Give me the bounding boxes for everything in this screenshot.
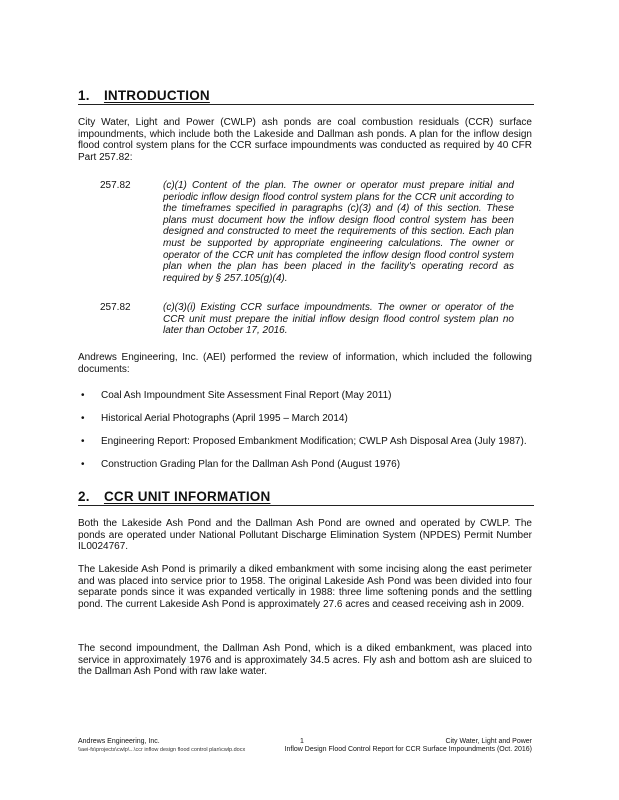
list-item-text: Engineering Report: Proposed Embankment Modification; CWLP Ash Disposal Area (July 1987).: [101, 436, 527, 448]
citation-1-code: 257.82: [100, 180, 131, 191]
footer-company: Andrews Engineering, Inc.: [78, 738, 160, 745]
intro-paragraph: City Water, Light and Power (CWLP) ash ponds are coal combustion residuals (CCR) surface impoundments, which include both the Lakeside and Dallman ash ponds. A plan for the inflow design flood control system plans for the CCR surface impoundments was conducted as required by 40 CFR Part 257.82:: [78, 117, 532, 163]
list-item: [78, 436, 532, 448]
list-item: [78, 459, 532, 471]
citation-1-text: (c)(1) Content of the plan. The owner or operator must prepare initial and periodic inflow design flood control system plans for the CCR unit according to the timeframes specified in paragraphs (c)(3) and (4) of this section. These plans must document how the inflow design flood control system has been designed and constructed to meet the requirements of this section. Each plan must be supported by appropriate engineering calculations. The owner or operator of the CCR unit has completed the inflow design flood control system plan when the plan has been placed in the facility's operating record as required by § 257.105(g)(4).: [163, 180, 514, 284]
section-1-number: 1.: [78, 88, 90, 103]
citation-2-code: 257.82: [100, 302, 131, 313]
bullet-icon: •: [81, 413, 85, 425]
review-paragraph: Andrews Engineering, Inc. (AEI) performed the review of information, which included the following documents:: [78, 352, 532, 375]
lakeside-paragraph: The Lakeside Ash Pond is primarily a diked embankment with some incising along the east perimeter and was placed into service prior to 1958. The original Lakeside Ash Pond was been divided into four separate ponds since it was expanded vertically in 1988: three lime softening ponds and the settling pond. The current Lakeside Ash Pond is approximately 27.6 acres and ceased receiving ash in 2009.: [78, 564, 532, 610]
list-item: [78, 390, 532, 402]
footer-right: [285, 738, 532, 754]
footer-client: City Water, Light and Power: [445, 738, 532, 745]
list-item-text: Historical Aerial Photographs (April 1995 – March 2014): [101, 413, 348, 425]
citation-1: [100, 180, 532, 292]
page-number: 1: [300, 738, 304, 745]
list-item: [78, 413, 532, 425]
citation-2: [100, 302, 532, 338]
section-2-title: CCR UNIT INFORMATION: [103, 489, 271, 504]
citation-2-text: (c)(3)(i) Existing CCR surface impoundments. The owner or operator of the CCR unit must prepare the initial inflow design flood control system plan no later than October 17, 2016.: [163, 302, 514, 337]
bullet-icon: •: [81, 390, 85, 401]
section-1-heading: [78, 88, 534, 105]
list-item-text: Coal Ash Impoundment Site Assessment Final Report (May 2011): [101, 390, 392, 401]
section-2-heading: [78, 489, 534, 506]
footer-report-title: Inflow Design Flood Control Report for CCR Surface Impoundments (Oct. 2016): [284, 746, 532, 753]
section-2-number: 2.: [78, 489, 90, 504]
bullet-icon: •: [81, 459, 85, 471]
footer-left: [78, 738, 245, 754]
section-1-title: INTRODUCTION: [103, 88, 210, 103]
document-list: [78, 390, 534, 482]
list-item-text: Construction Grading Plan for the Dallman Ash Pond (August 1976): [101, 459, 401, 471]
dallman-paragraph: The second impoundment, the Dallman Ash Pond, which is a diked embankment, was placed into service in approximately 1976 and is approximately 34.5 acres. Fly ash and bottom ash are sluiced to the Dallman Ash Pond with raw lake water.: [78, 643, 532, 678]
bullet-icon: •: [81, 436, 85, 448]
ownership-paragraph: Both the Lakeside Ash Pond and the Dallman Ash Pond are owned and operated by CWLP. The ponds are operated under National Pollutant Discharge Elimination System (NPDES) Permit Number IL0024767.: [78, 518, 532, 553]
footer-file-path: \\aei-fs\projects\cwlp\...\ccr inflow design flood control plan\cwlp.docx: [78, 747, 246, 753]
